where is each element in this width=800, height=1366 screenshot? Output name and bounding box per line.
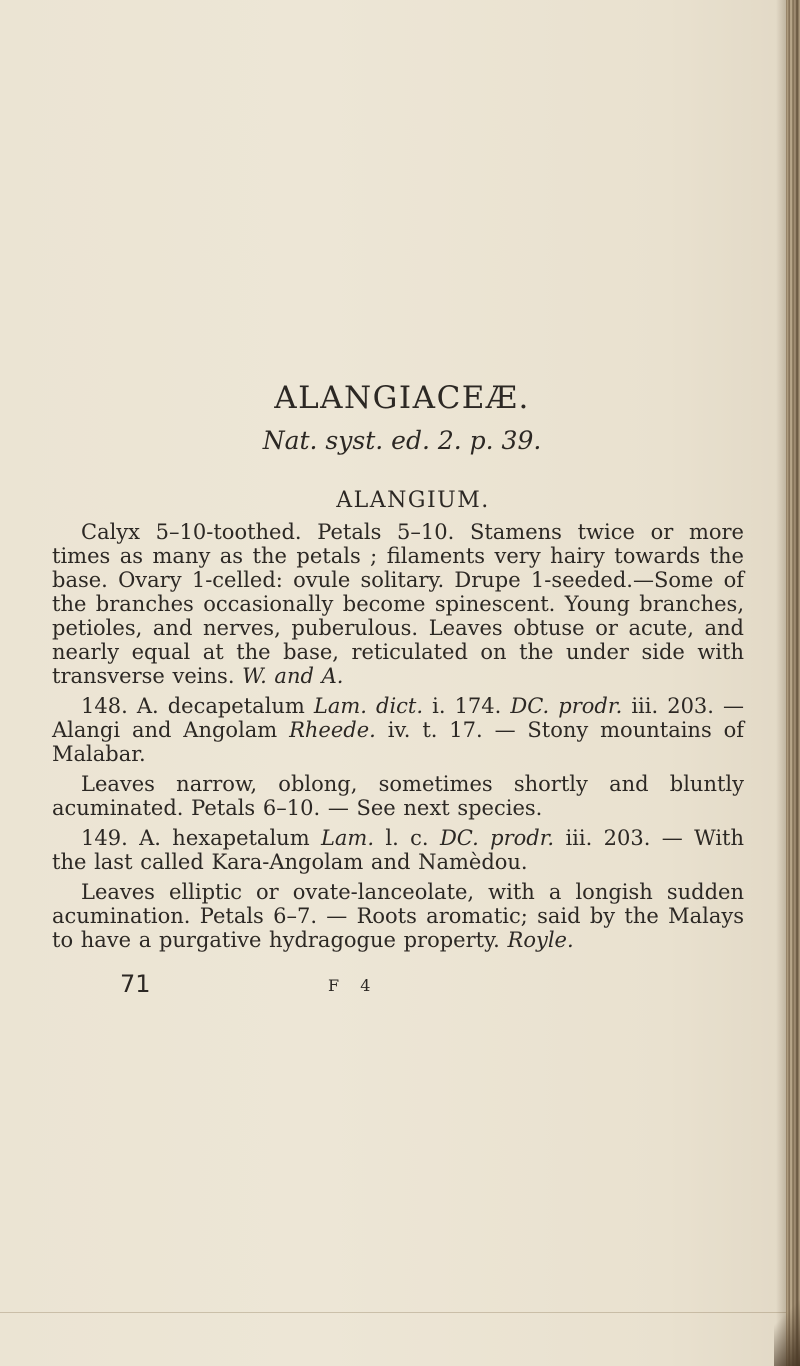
page-footer <box>0 970 786 1000</box>
species-148-vernacular: iii. 203. — Alangi and Angolam <box>52 694 745 742</box>
genus-authority: W. and A. <box>242 664 344 688</box>
species-148-heading <box>52 694 744 766</box>
family-title: ALANGIACEÆ. <box>274 380 530 416</box>
book-page-edge <box>786 0 800 1366</box>
signature-number: 71 <box>120 970 151 998</box>
species-149-vernacular: iii. 203. — With the last called Kara-Angolam and Namèdou. <box>52 826 745 874</box>
species-149-name: 149. A. hexapetalum <box>81 826 321 850</box>
genus-description <box>52 520 744 688</box>
species-148-locality: iv. t. 17. — Stony mountains of Malabar. <box>52 718 745 766</box>
page-edge-shadow <box>776 0 786 1366</box>
species-149-heading <box>52 826 744 874</box>
species-149-ref-loc: l. c. <box>374 826 440 850</box>
book-corner-shadow <box>774 1296 800 1366</box>
genus-title: ALANGIUM. <box>336 488 490 513</box>
family-reference: Nat. syst. ed. 2. p. 39. <box>262 426 542 455</box>
genus-description-text: Calyx 5–10-toothed. Petals 5–10. Stamens twice or more times as many as the petals ; filaments very hairy towards the base. Ovary 1-celled: ovule solitary. Drupe 1-seeded.—Some of the branches occasionally become spinescent. Young branches, petioles, and nerves, puberulous. Leaves obtuse or acute, and nearly equal at the base, reticulated on the under side with transverse veins. <box>52 520 744 688</box>
species-148-ref-dc: DC. prodr. <box>510 694 623 718</box>
species-148-note: Leaves narrow, oblong, sometimes shortly and bluntly acuminated. Petals 6–10. — See next species. <box>52 772 744 820</box>
page-fold-line <box>0 1312 786 1313</box>
species-149-note <box>52 880 744 952</box>
page-content <box>52 378 744 958</box>
species-149-ref-dc: DC. prodr. <box>439 826 555 850</box>
signature-mark: F 4 <box>328 976 379 995</box>
species-149-note-text: Leaves elliptic or ovate-lanceolate, with a longish sudden acumination. Petals 6–7. — Roots aromatic; said by the Malays to have a purgative hydragogue property. <box>52 880 744 952</box>
species-148-ref-lam: Lam. dict. <box>313 694 424 718</box>
species-148-name: 148. A. decapetalum <box>81 694 314 718</box>
species-149-ref-lam: Lam. <box>320 826 375 850</box>
species-149-authority: Royle. <box>507 928 574 952</box>
species-148-ref-rheede: Rheede. <box>289 718 376 742</box>
species-148-ref-page: i. 174. <box>423 694 511 718</box>
